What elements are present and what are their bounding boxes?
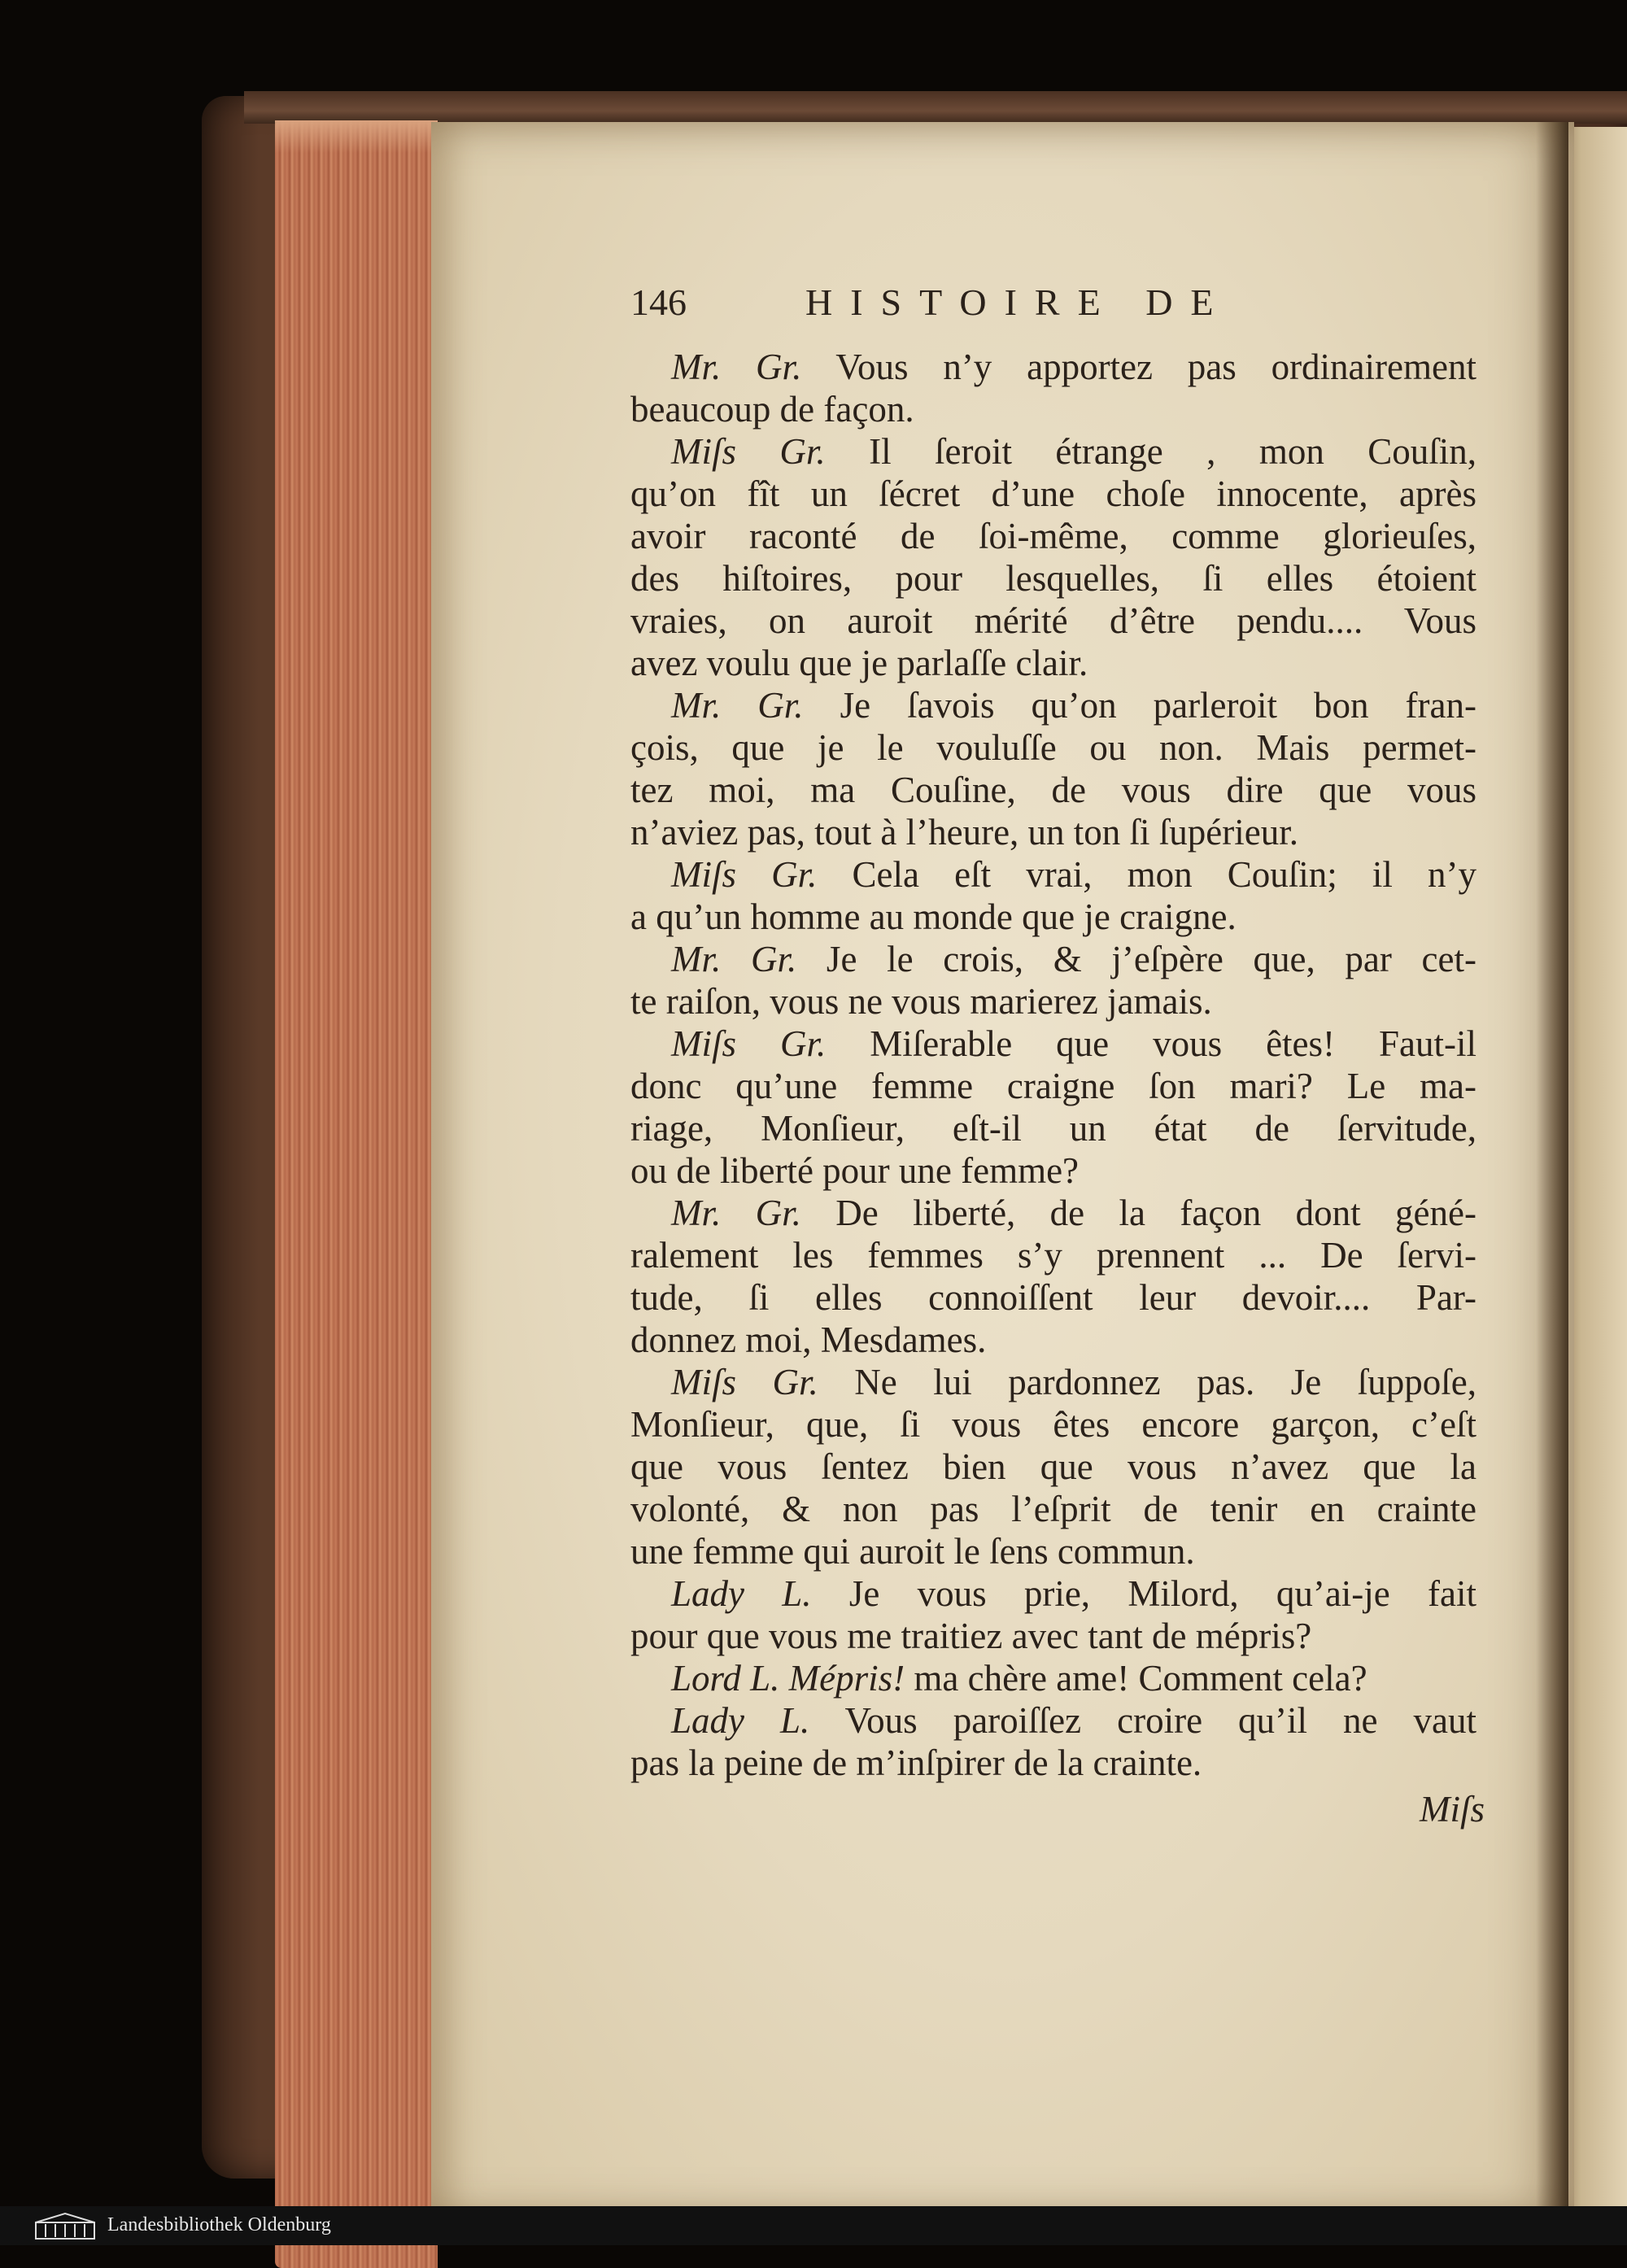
line-text: Je le crois, & j’eſpère que, par cet- xyxy=(796,939,1477,979)
speaker-name: Miſs Gr. xyxy=(671,1023,827,1064)
text-line xyxy=(630,430,1477,473)
text-line xyxy=(630,1446,1477,1488)
text-line xyxy=(630,1023,1477,1065)
speaker-name: Miſs Gr. xyxy=(671,431,826,472)
text-line xyxy=(630,896,1477,938)
text-line xyxy=(630,1488,1477,1530)
text-line xyxy=(630,1657,1477,1699)
line-text: ou de liberté pour une femme? xyxy=(630,1150,1080,1191)
text-line xyxy=(630,1615,1477,1657)
text-line xyxy=(630,1403,1477,1446)
text-line xyxy=(630,1234,1477,1276)
line-text: Vous n’y apportez pas ordinairement xyxy=(801,347,1477,387)
page-gutter xyxy=(1536,122,1568,2221)
speaker-name: Lady L. xyxy=(671,1573,812,1614)
line-text: ma chère ame! Comment cela? xyxy=(905,1658,1367,1699)
page-number: 146 xyxy=(630,281,687,323)
text-line xyxy=(630,1276,1477,1319)
text-line xyxy=(630,1530,1477,1572)
text-line xyxy=(630,853,1477,896)
line-text: Vous paroiſſez croire qu’il ne vaut xyxy=(809,1700,1477,1741)
line-text: riage, Monſieur, eſt-il un état de ſervitude, xyxy=(630,1108,1477,1149)
line-text: Ne lui pardonnez pas. Je ſuppoſe, xyxy=(818,1362,1477,1402)
line-text: donc qu’une femme craigne ſon mari? Le ma- xyxy=(630,1066,1477,1106)
line-text: Monſieur, que, ſi vous êtes encore garçon, c’eſt xyxy=(630,1404,1477,1445)
text-line xyxy=(630,811,1477,853)
text-line xyxy=(630,1742,1477,1784)
speaker-name: Mr. Gr. xyxy=(671,1193,801,1233)
text-line xyxy=(630,515,1477,557)
text-line xyxy=(630,388,1477,430)
running-head xyxy=(630,281,1363,329)
text-line xyxy=(630,684,1477,726)
line-text: donnez moi, Mesdames. xyxy=(630,1319,987,1360)
text-line xyxy=(630,473,1477,515)
catchword: Miſs xyxy=(1420,1789,1485,1830)
line-text: Cela eſt vrai, mon Couſin; il n’y xyxy=(817,854,1477,895)
line-text: que vous ſentez bien que vous n’avez que la xyxy=(630,1446,1477,1487)
line-text: avoir raconté de ſoi-même, comme glorieuſes, xyxy=(630,516,1477,556)
speaker-name: Lady L. xyxy=(671,1700,810,1741)
line-text: beaucoup de façon. xyxy=(630,389,914,430)
line-text: vraies, on auroit mérité d’être pendu.... Vous xyxy=(630,600,1477,641)
text-line xyxy=(630,557,1477,600)
speaker-name: Mr. Gr. xyxy=(671,685,804,726)
page-edges xyxy=(275,120,438,2268)
text-line xyxy=(630,1107,1477,1149)
speaker-name: Mr. Gr. xyxy=(671,347,802,387)
line-text: ralement les femmes s’y prennent ... De ſervi- xyxy=(630,1235,1477,1276)
book-cover-top xyxy=(244,91,1627,124)
line-text: pas la peine de m’inſpirer de la crainte. xyxy=(630,1742,1202,1783)
line-text: Miſerable que vous êtes! Faut-il xyxy=(826,1023,1477,1064)
line-text: pour que vous me traitiez avec tant de mépris? xyxy=(630,1616,1312,1656)
line-text: des hiſtoires, pour lesquelles, ſi elles étoient xyxy=(630,558,1477,599)
line-text: te raiſon, vous ne vous marierez jamais. xyxy=(630,981,1212,1022)
text-line xyxy=(630,1192,1477,1234)
page-edges-highlight xyxy=(275,120,438,153)
line-text: tude, ſi elles connoiſſent leur devoir.... Par- xyxy=(630,1277,1477,1318)
speaker-name: Miſs Gr. xyxy=(671,854,818,895)
text-line xyxy=(630,938,1477,980)
page-body-text xyxy=(630,346,1477,1784)
running-title: HISTOIRE DE xyxy=(805,281,1232,323)
line-text: a qu’un homme au monde que je craigne. xyxy=(630,896,1237,937)
line-text: avez voulu que je parlaſſe clair. xyxy=(630,643,1088,683)
speaker-name: Miſs Gr. xyxy=(671,1362,818,1402)
line-text: tez moi, ma Couſine, de vous dire que vous xyxy=(630,770,1477,810)
line-text: une femme qui auroit le ſens commun. xyxy=(630,1531,1195,1572)
line-text: Je vous prie, Milord, qu’ai-je fait xyxy=(811,1573,1477,1614)
text-line xyxy=(630,1699,1477,1742)
text-line xyxy=(630,1572,1477,1615)
line-text: Il ſeroit étrange , mon Couſin, xyxy=(825,431,1477,472)
text-line xyxy=(630,600,1477,642)
library-building-icon xyxy=(33,2211,98,2240)
line-text: çois, que je le vouluſſe ou non. Mais permet- xyxy=(630,727,1477,768)
text-line xyxy=(630,1065,1477,1107)
text-line xyxy=(630,1319,1477,1361)
line-text: volonté, & non pas l’eſprit de tenir en crainte xyxy=(630,1489,1477,1529)
line-text: qu’on fît un ſécret d’une choſe innocente, après xyxy=(630,473,1477,514)
text-line xyxy=(630,1361,1477,1403)
library-credit: Landesbibliothek Oldenburg xyxy=(107,2214,331,2235)
text-line xyxy=(630,769,1477,811)
text-line xyxy=(630,1149,1477,1192)
speaker-name: Lord L. Mépris! xyxy=(671,1658,905,1699)
line-text: De liberté, de la façon dont géné- xyxy=(800,1193,1477,1233)
text-line xyxy=(630,726,1477,769)
line-text: n’aviez pas, tout à l’heure, un ton ſi ſupérieur. xyxy=(630,812,1298,853)
text-line xyxy=(630,980,1477,1023)
text-line xyxy=(630,642,1477,684)
speaker-name: Mr. Gr. xyxy=(671,939,797,979)
text-line xyxy=(630,346,1477,388)
line-text: Je ſavois qu’on parleroit bon fran- xyxy=(803,685,1477,726)
